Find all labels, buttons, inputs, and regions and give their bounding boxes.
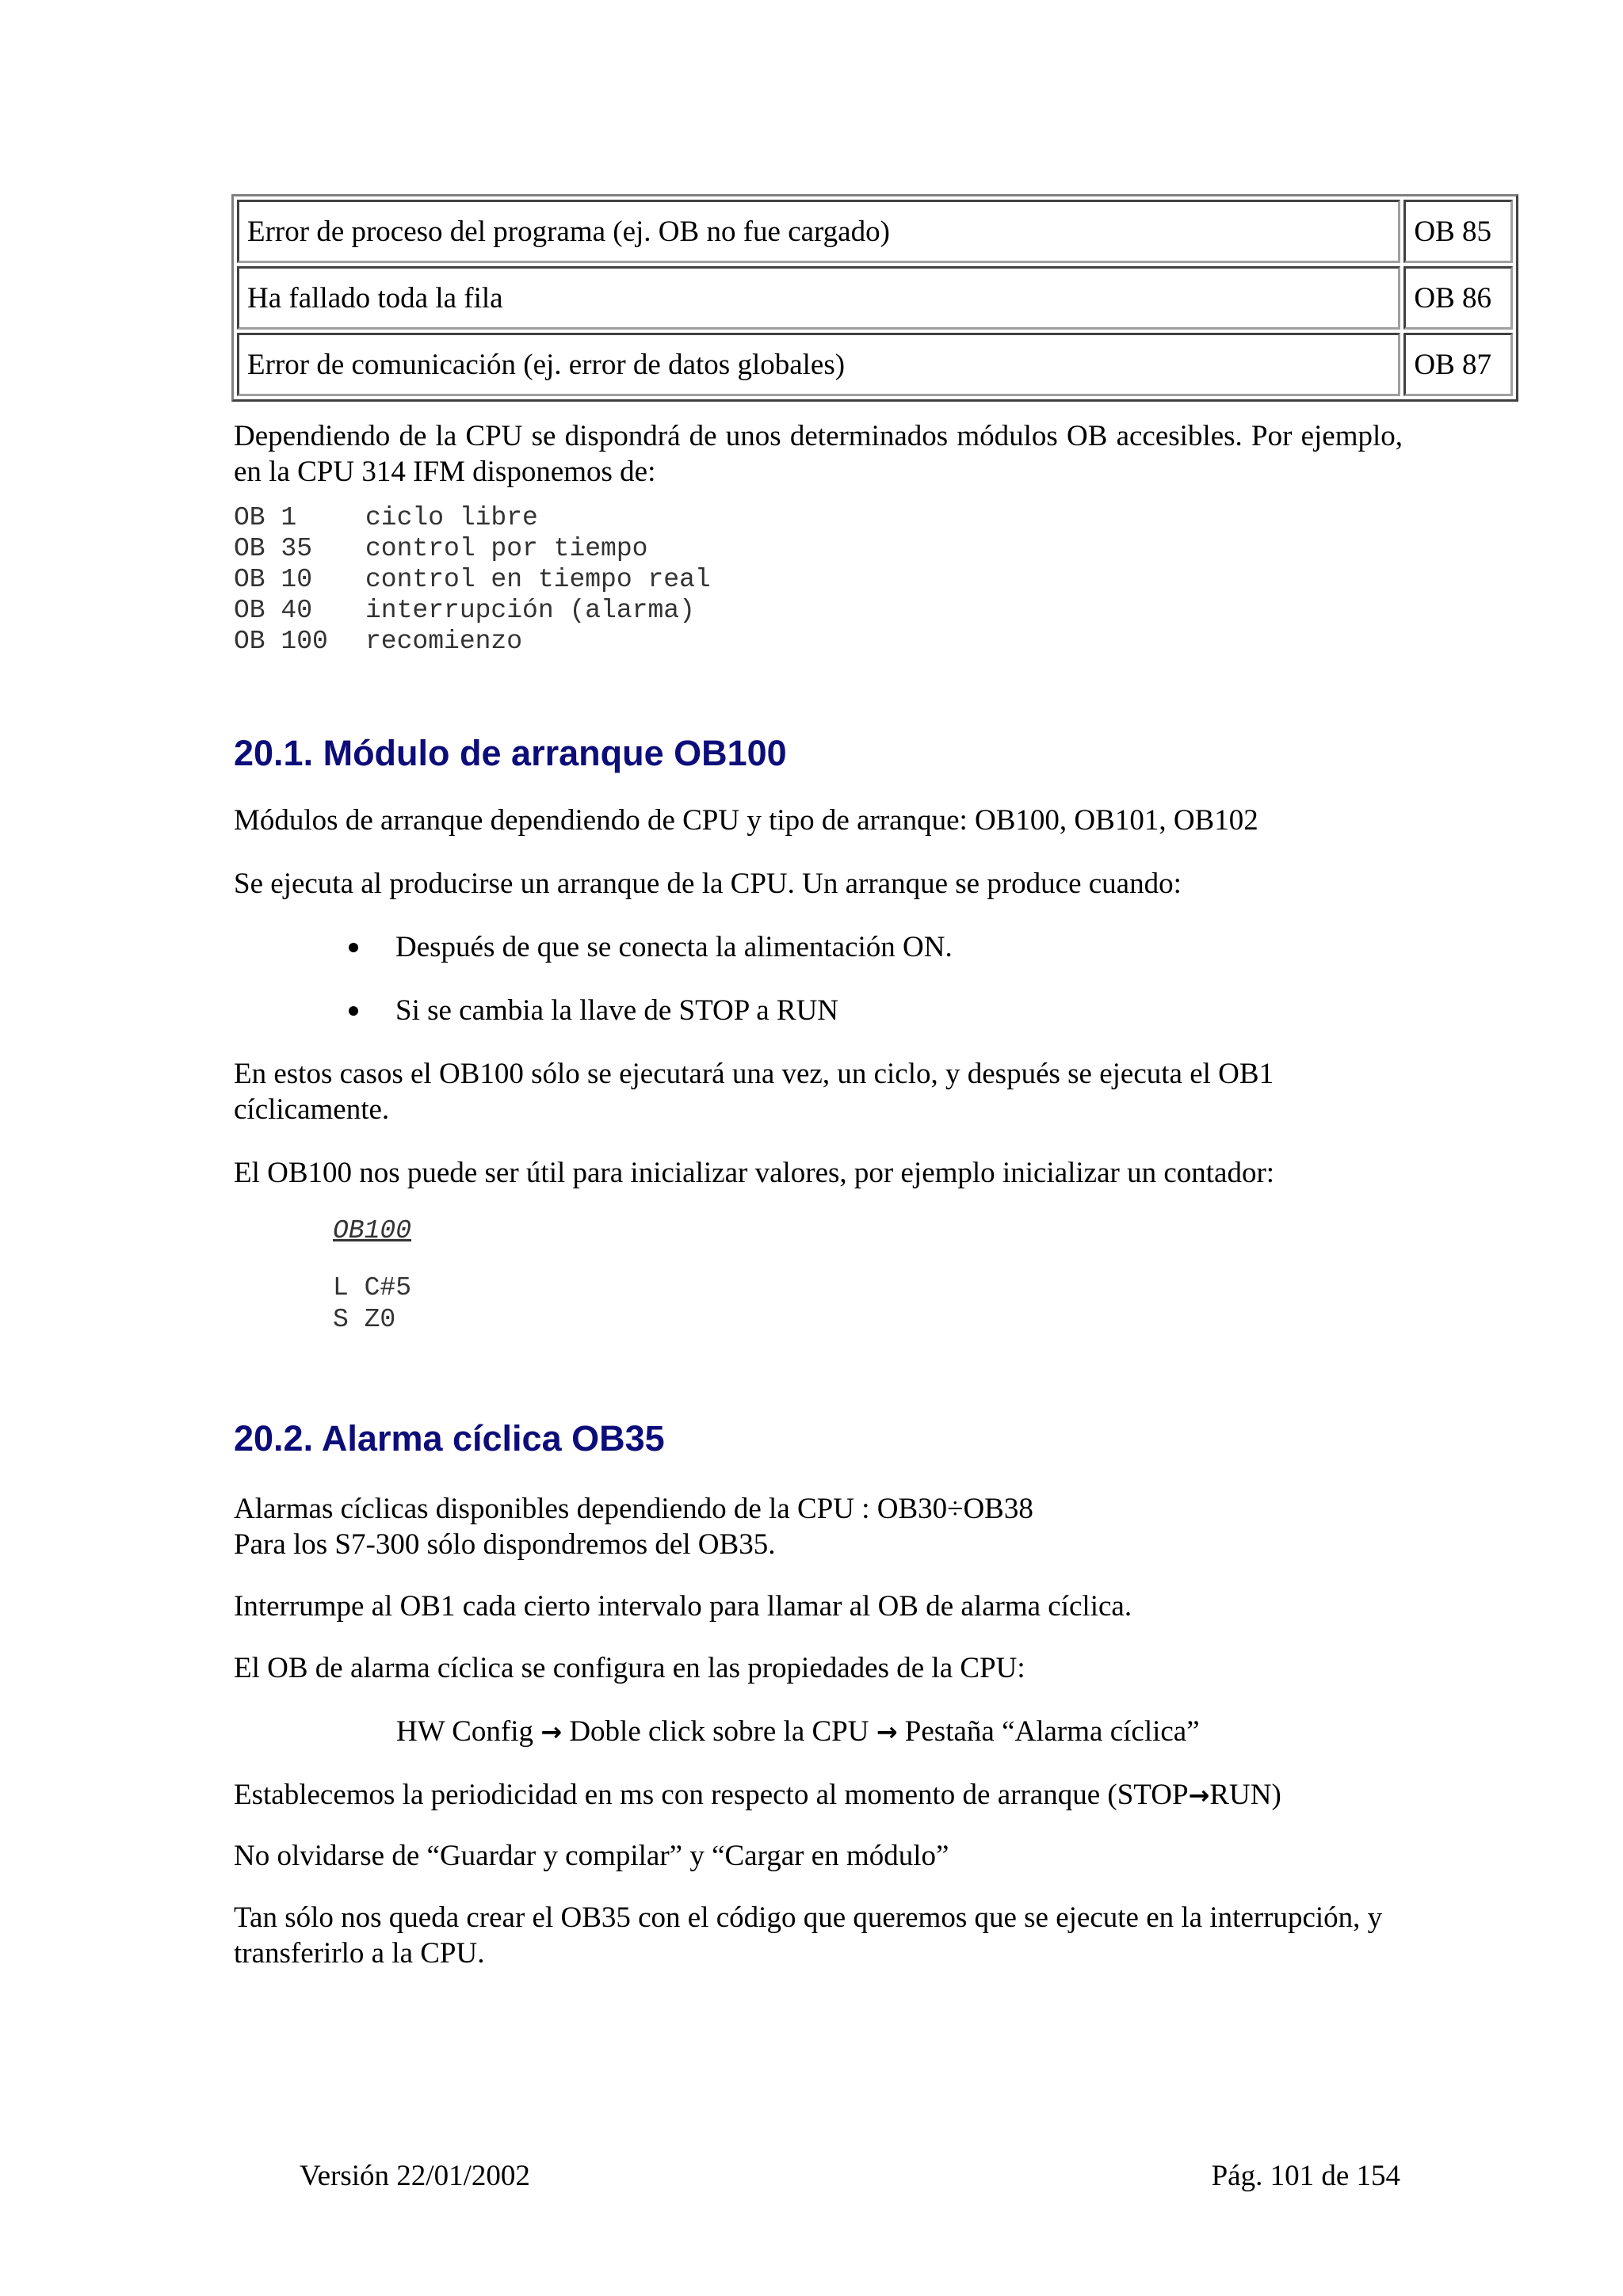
bullet-item: Después de que se conecta la alimentación ON. [349,929,953,965]
ob-list [234,502,711,657]
table-cell-code: OB 86 [1403,266,1513,330]
footer-page-number: Pág. 101 de 154 [1211,2160,1400,2192]
list-item: OB 40 interrupción (alarma) [234,596,695,625]
table-row [237,333,1513,396]
arrow-right-icon: → [876,1717,898,1747]
code-title: OB100 [333,1216,412,1245]
list-item: OB 1 ciclo libre [234,503,538,532]
config-path: HW Config → Doble click sobre la CPU → Pestaña “Alarma cíclica” [396,1715,1200,1748]
list-item: OB 100 recomienzo [234,627,523,656]
paragraph: Tan sólo nos queda crear el OB35 con el código que queremos que se ejecute en la interrupción, y transferirlo a la CPU. [234,1901,1383,1970]
table-cell-desc: Error de proceso del programa (ej. OB no fue cargado) [237,200,1400,263]
section-heading-ob100: 20.1. Módulo de arranque OB100 [234,733,787,773]
table-cell-code: OB 87 [1403,333,1513,396]
paragraph: No olvidarse de “Guardar y compilar” y “Cargar en módulo” [234,1840,949,1872]
table-cell-desc: Error de comunicación (ej. error de datos globales) [237,333,1400,396]
paragraph: Módulos de arranque dependiendo de CPU y tipo de arranque: OB100, OB101, OB102 [234,804,1258,837]
list-item: OB 35 control por tiempo [234,534,648,563]
table-row [237,266,1513,330]
table-cell-code: OB 85 [1403,200,1513,263]
arrow-right-icon: → [540,1717,563,1747]
paragraph: Establecemos la periodicidad en ms con respecto al momento de arranque (STOP→RUN) [234,1779,1281,1811]
ob-error-table [231,194,1518,402]
list-item: OB 10 control en tiempo real [234,565,711,594]
paragraph: En estos casos el OB100 sólo se ejecutará una vez, un ciclo, y después se ejecuta el OB1 cíclicamente. [234,1058,1274,1126]
table-cell-desc: Ha fallado toda la fila [237,266,1400,330]
table-row [237,200,1513,263]
arrow-right-icon: → [1188,1780,1210,1810]
paragraph: Interrumpe al OB1 cada cierto intervalo para llamar al OB de alarma cíclica. [234,1590,1132,1623]
section-heading-ob35: 20.2. Alarma cíclica OB35 [234,1418,665,1459]
paragraph: Para los S7-300 sólo dispondremos del OB35. [234,1528,776,1561]
paragraph: Alarmas cíclicas disponibles dependiendo de la CPU : OB30÷OB38 [234,1493,1033,1525]
code-line: S Z0 [333,1305,396,1334]
bullet-item: Si se cambia la llave de STOP a RUN [349,993,838,1028]
intro-paragraph: Dependiendo de la CPU se dispondrá de unos determinados módulos OB accesibles. Por ejemplo, en la CPU 314 IFM disponemos de: [234,420,1403,488]
paragraph: El OB100 nos puede ser útil para inicializar valores, por ejemplo inicializar un contador: [234,1157,1275,1189]
paragraph: Se ejecuta al producirse un arranque de la CPU. Un arranque se produce cuando: [234,868,1182,900]
footer-version: Versión 22/01/2002 [300,2160,530,2192]
paragraph: El OB de alarma cíclica se configura en las propiedades de la CPU: [234,1652,1025,1684]
bullet-icon [349,1006,358,1016]
bullet-icon [349,943,358,952]
code-line: L C#5 [333,1273,412,1302]
